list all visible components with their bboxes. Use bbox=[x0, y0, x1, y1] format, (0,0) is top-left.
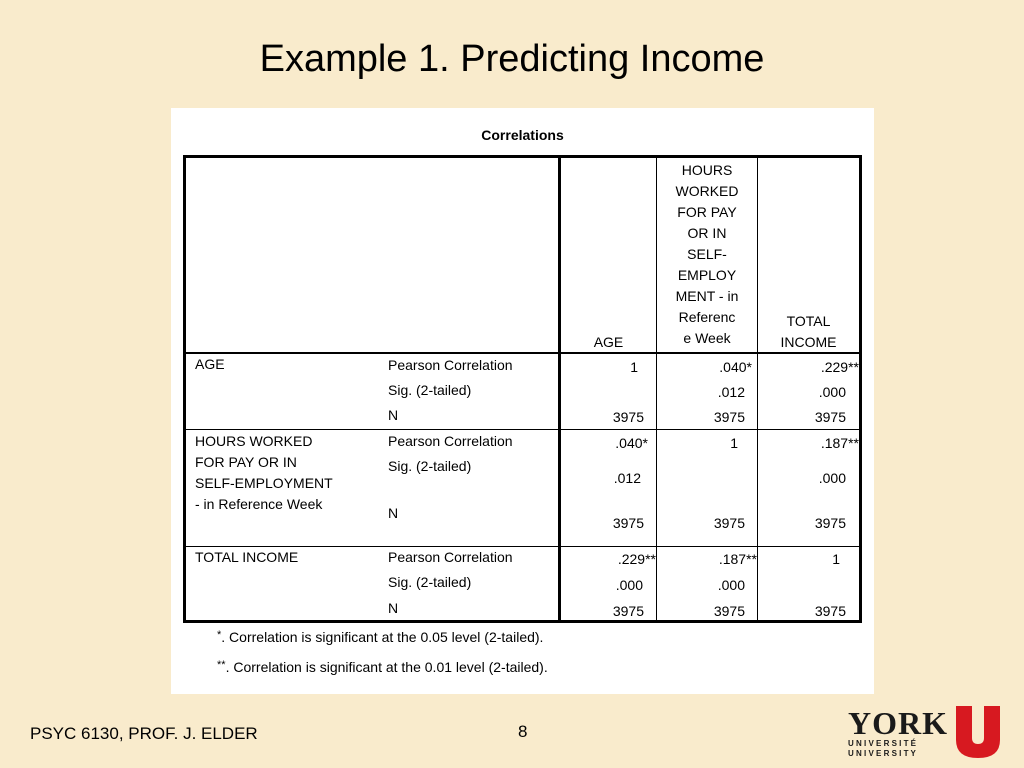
table-left-border bbox=[183, 155, 186, 623]
r2-pearson-hours: 1 bbox=[730, 435, 738, 451]
stat-sig: Sig. (2-tailed) bbox=[388, 574, 472, 590]
footnote-2-mark: ** bbox=[217, 659, 226, 671]
r2-n-hours: 3975 bbox=[713, 515, 745, 531]
header-age: AGE bbox=[593, 334, 624, 350]
stat-pearson: Pearson Correlation bbox=[388, 549, 513, 565]
row-divider-1 bbox=[183, 429, 862, 430]
footer-course: PSYC 6130, PROF. J. ELDER bbox=[30, 724, 258, 743]
footnote-2 bbox=[217, 659, 548, 675]
footnote-1-mark: * bbox=[217, 629, 222, 641]
york-university-logo bbox=[846, 704, 1006, 760]
r1-n-income: 3975 bbox=[814, 409, 846, 425]
row-label-income: TOTAL INCOME bbox=[195, 549, 299, 565]
stat-n: N bbox=[388, 505, 399, 521]
r1-n-age: 3975 bbox=[612, 409, 644, 425]
r1-sig-hours: .012 bbox=[717, 384, 745, 400]
table-top-border bbox=[183, 155, 862, 158]
r2-sig-age: .012 bbox=[613, 470, 641, 486]
r3-n-income: 3975 bbox=[814, 603, 846, 619]
stat-pearson: Pearson Correlation bbox=[388, 357, 513, 373]
r2-pearson-age: .040* bbox=[615, 435, 648, 451]
logo-u-mark bbox=[956, 706, 1000, 758]
r3-n-age: 3975 bbox=[612, 603, 644, 619]
r2-pearson-income: .187** bbox=[820, 435, 859, 451]
r1-pearson-income: .229** bbox=[820, 359, 859, 375]
logo-wordmark: YORK bbox=[848, 705, 948, 741]
r1-sig-income: .000 bbox=[818, 384, 846, 400]
r3-pearson-age: .229** bbox=[617, 551, 656, 567]
stat-n: N bbox=[388, 600, 399, 616]
r1-pearson-hours: .040* bbox=[719, 359, 752, 375]
footnote-1 bbox=[217, 629, 543, 645]
page-number: 8 bbox=[518, 722, 528, 741]
row-label-hours: HOURS WORKED FOR PAY OR IN SELF-EMPLOYMENT - in Reference Week bbox=[195, 433, 333, 512]
r3-pearson-hours: .187** bbox=[718, 551, 757, 567]
logo-line-fr: U N I V E R S I T É bbox=[848, 739, 917, 748]
footnote-2-text: . Correlation is significant at the 0.01 level (2-tailed). bbox=[225, 659, 548, 675]
r1-pearson-age: 1 bbox=[630, 359, 638, 375]
r3-n-hours: 3975 bbox=[713, 603, 745, 619]
row-label-age: AGE bbox=[195, 356, 225, 372]
logo-line-en: U N I V E R S I T Y bbox=[848, 749, 916, 758]
header-hours: HOURS WORKED FOR PAY OR IN SELF- EMPLOY MENT - in Referenc e Week bbox=[675, 162, 739, 346]
stat-sig: Sig. (2-tailed) bbox=[388, 382, 472, 398]
r3-sig-hours: .000 bbox=[717, 577, 745, 593]
stat-sig: Sig. (2-tailed) bbox=[388, 458, 472, 474]
correlations-table-panel bbox=[171, 108, 874, 694]
header-income: TOTAL INCOME bbox=[780, 313, 837, 350]
r3-pearson-income: 1 bbox=[832, 551, 840, 567]
r2-n-income: 3975 bbox=[814, 515, 846, 531]
table-title: Correlations bbox=[481, 127, 564, 143]
slide-title: Example 1. Predicting Income bbox=[259, 38, 765, 80]
stat-n: N bbox=[388, 407, 399, 423]
r2-sig-income: .000 bbox=[818, 470, 846, 486]
footnote-1-text: . Correlation is significant at the 0.05 level (2-tailed). bbox=[221, 629, 544, 645]
r3-sig-age: .000 bbox=[615, 577, 643, 593]
r2-n-age: 3975 bbox=[612, 515, 644, 531]
table-right-border bbox=[859, 155, 862, 623]
r1-n-hours: 3975 bbox=[713, 409, 745, 425]
stat-pearson: Pearson Correlation bbox=[388, 433, 513, 449]
